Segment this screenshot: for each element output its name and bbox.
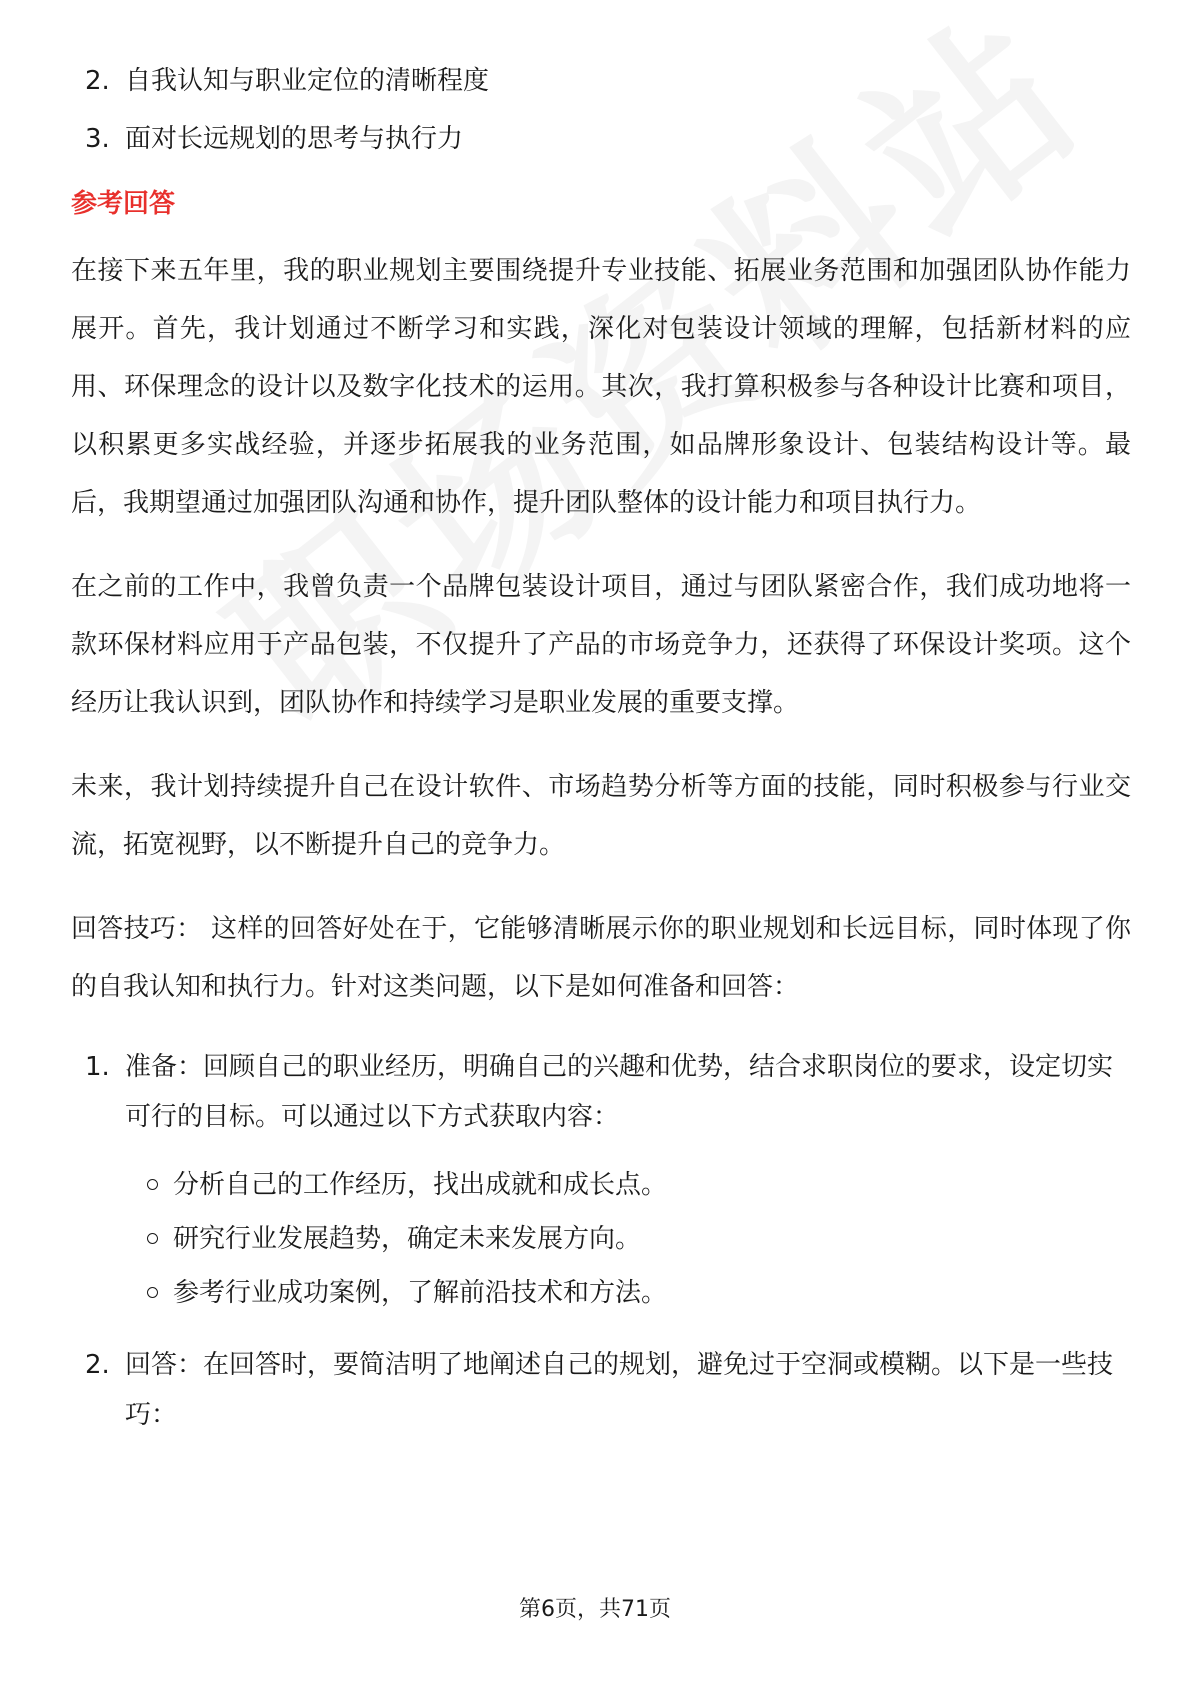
list-item-text: 面对长远规划的思考与执行力 — [125, 124, 464, 154]
top-numbered-list — [71, 52, 1131, 168]
list-item-text: 回答：在回答时，要简洁明了地阐述自己的规划，避免过于空洞或模糊。以下是一些技巧： — [125, 1350, 1114, 1430]
hollow-bullet-icon — [147, 1287, 158, 1298]
page-content — [71, 52, 1131, 1460]
hollow-bullet-icon — [147, 1179, 158, 1190]
sub-list-item — [125, 1158, 1131, 1212]
sub-list-item-text: 分析自己的工作经历，找出成就和成长点。 — [173, 1170, 668, 1200]
sub-list-item-text: 参考行业成功案例，了解前沿技术和方法。 — [173, 1278, 668, 1308]
list-item-text: 自我认知与职业定位的清晰程度 — [125, 66, 490, 96]
tips-numbered-list — [71, 1042, 1131, 1440]
list-item — [71, 52, 1131, 110]
list-number: 1. — [85, 1052, 110, 1082]
page-footer: 第6页，共71页 — [519, 1597, 671, 1622]
sub-bullet-list — [125, 1158, 1131, 1320]
sub-list-item — [125, 1266, 1131, 1320]
list-item — [71, 1042, 1131, 1320]
list-item — [71, 110, 1131, 168]
section-heading: 参考回答 — [71, 189, 176, 219]
answer-paragraph-2: 在之前的工作中，我曾负责一个品牌包装设计项目，通过与团队紧密合作，我们成功地将一款环保材料应用于产品包装，不仅提升了产品的市场竞争力，还获得了环保设计奖项。这个经历让我认识到，团队协作和持续学习是职业发展的重要支撑。 — [71, 572, 1131, 718]
sub-list-item — [125, 1212, 1131, 1266]
list-item — [71, 1340, 1131, 1440]
list-number: 3. — [85, 124, 110, 154]
answer-paragraph-1: 在接下来五年里，我的职业规划主要围绕提升专业技能、拓展业务范围和加强团队协作能力展开。首先，我计划通过不断学习和实践，深化对包装设计领域的理解，包括新材料的应用、环保理念的设计以及数字化技术的运用。其次，我打算积极参与各种设计比赛和项目，以积累更多实战经验，并逐步拓展我的业务范围，如品牌形象设计、包装结构设计等。最后，我期望通过加强团队沟通和协作，提升团队整体的设计能力和项目执行力。 — [71, 256, 1131, 518]
list-number: 2. — [85, 1350, 110, 1380]
tips-intro-paragraph: 回答技巧： 这样的回答好处在于，它能够清晰展示你的职业规划和长远目标，同时体现了你的自我认知和执行力。针对这类问题，以下是如何准备和回答： — [71, 914, 1131, 1002]
hollow-bullet-icon — [147, 1233, 158, 1244]
list-number: 2. — [85, 66, 110, 96]
sub-list-item-text: 研究行业发展趋势，确定未来发展方向。 — [173, 1224, 642, 1254]
list-item-text: 准备：回顾自己的职业经历，明确自己的兴趣和优势，结合求职岗位的要求，设定切实可行的目标。可以通过以下方式获取内容： — [125, 1052, 1114, 1132]
answer-paragraph-3: 未来，我计划持续提升自己在设计软件、市场趋势分析等方面的技能，同时积极参与行业交流，拓宽视野，以不断提升自己的竞争力。 — [71, 772, 1131, 860]
